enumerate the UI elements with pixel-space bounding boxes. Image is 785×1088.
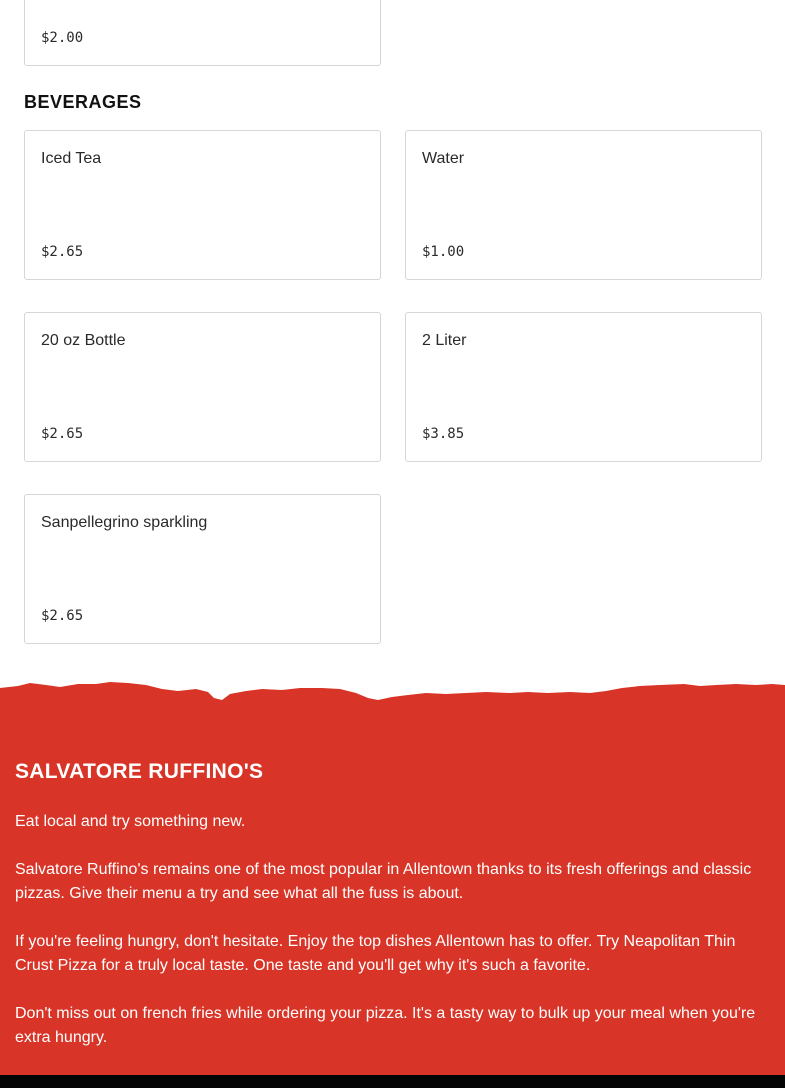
menu-item-card[interactable] xyxy=(405,130,762,280)
menu-item-price: $2.65 xyxy=(41,608,84,624)
section-title-beverages: BEVERAGES xyxy=(24,92,142,112)
menu-item-card-partial[interactable] xyxy=(24,0,381,66)
menu-item-name: Water xyxy=(422,150,465,167)
menu-item-name: Sanpellegrino sparkling xyxy=(41,514,208,531)
footer-paragraph: Salvatore Ruffino's remains one of the most popular in Allentown thanks to its fresh offerings and classic pizzas. Give their menu a try and see what all the fuss is about. xyxy=(15,861,752,902)
menu-item-card[interactable] xyxy=(405,312,762,462)
footer-paragraph: Don't miss out on french fries while ordering your pizza. It's a tasty way to bulk up your meal when you're extra hungry. xyxy=(15,1005,756,1046)
restaurant-name-heading: SALVATORE RUFFINO'S xyxy=(15,760,264,783)
menu-item-name: 20 oz Bottle xyxy=(41,332,126,349)
menu-item-name: Iced Tea xyxy=(41,150,102,167)
menu-item-name: 2 Liter xyxy=(422,332,467,349)
menu-item-price: $2.65 xyxy=(41,426,84,442)
menu-item-price: $1.00 xyxy=(422,244,465,260)
footer-section xyxy=(0,700,785,1075)
menu-item-price: $2.65 xyxy=(41,244,84,260)
footer-paragraph: Eat local and try something new. xyxy=(15,813,246,830)
menu-item-card[interactable] xyxy=(24,494,381,644)
menu-item-price: $3.85 xyxy=(422,426,465,442)
bottom-bar xyxy=(0,1075,785,1088)
footer-paragraph: If you're feeling hungry, don't hesitate. Enjoy the top dishes Allentown has to offer. Try Neapolitan Thin Crust Pizza for a truly local taste. One taste and you'll get why it's such a favorite. xyxy=(15,933,736,974)
menu-item-card[interactable] xyxy=(24,312,381,462)
menu-item-price: $2.00 xyxy=(41,30,84,46)
menu-item-card[interactable] xyxy=(24,130,381,280)
